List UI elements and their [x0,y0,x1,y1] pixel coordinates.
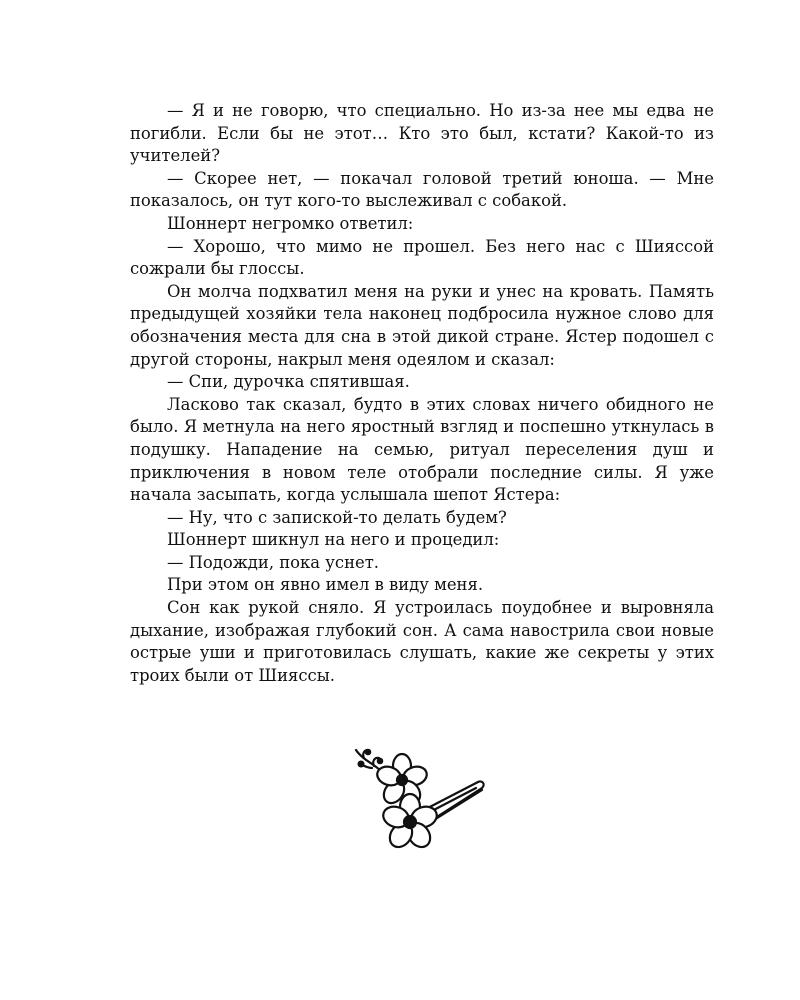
paragraph: — Ну, что с запиской-то делать будем? [167,507,507,527]
paragraph: При этом он явно имел в виду меня. [167,575,484,595]
paragraph: Шоннерт шикнул на него и процедил: [167,530,500,550]
paragraph: — Хорошо, что мимо не прошел. Без него нас с Шияссой сожрали бы глоссы. [130,236,714,279]
paragraph: — Скорее нет, — покачал головой третий юноша. — Мне показалось, он тут кого-то выслеживал с собакой. [130,168,714,211]
flower-sprig-icon [350,742,495,850]
paragraph: — Спи, дурочка спятившая. [167,372,410,392]
paragraph: Он молча подхватил меня на руки и унес на кровать. Память предыдущей хозяйки тела наконец подбросила нужное слово для обозначения места для сна в этой дикой стране. Ястер подошел с другой стороны, накрыл меня одеялом и сказал: [130,281,714,369]
paragraph: — Подожди, пока уснет. [167,552,379,572]
paragraph: Сон как рукой сняло. Я устроилась поудобнее и выровняла дыхание, изображая глубокий сон. А сама навострила свои новые острые уши и приготовилась слушать, какие же секреты у этих троих были от Шияссы. [130,598,714,685]
body-text [130,100,714,687]
paragraph: Шоннерт негромко ответил: [167,213,414,233]
paragraph: Ласково так сказал, будто в этих словах ничего обидного не было. Я метнула на него яростный взгляд и поспешно уткнулась в подушку. Нападение на семью, ритуал переселения душ и приключения в новом теле отобрали последние силы. Я уже начала засыпать, когда услышала шепот Ястера: [130,394,714,505]
paragraph: — Я и не говорю, что специально. Но из-за нее мы едва не погибли. Если бы не этот… Кто это был, кстати? Какой-то из учителей? [130,101,714,166]
